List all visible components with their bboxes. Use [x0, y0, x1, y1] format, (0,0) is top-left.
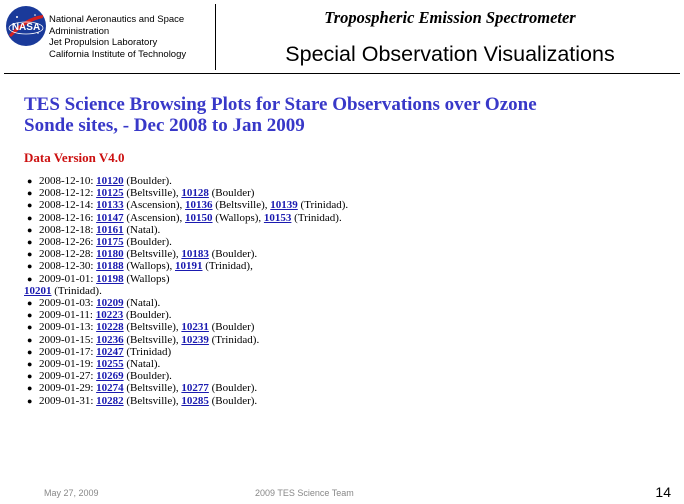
observation-date: 2009-01-15: [39, 333, 94, 346]
list-item [24, 187, 634, 199]
site-name: (Natal) [126, 297, 158, 310]
observation-list [24, 175, 634, 407]
bullet-icon: ● [27, 200, 33, 211]
org-line: Administration [49, 25, 110, 37]
bullet-icon: ● [27, 237, 33, 248]
bullet-icon: ● [27, 371, 33, 382]
observation-date: 2009-01-03: [39, 297, 94, 310]
run-link[interactable]: 10223 [95, 309, 124, 322]
list-item [24, 358, 634, 370]
heading-line: TES Science Browsing Plots for Stare Observations over Ozone [24, 94, 537, 115]
list-item [24, 346, 634, 358]
header-divider-horizontal [4, 73, 680, 74]
bullet-icon: ● [27, 176, 33, 186]
bullet-icon: ● [27, 346, 33, 357]
site-name: (Boulder) [211, 321, 255, 334]
site-name: (Beltsville) [126, 248, 176, 261]
run-link[interactable]: 10269 [96, 370, 124, 383]
org-line: California Institute of Technology [49, 48, 187, 60]
run-link[interactable]: 10125 [96, 187, 124, 200]
run-link[interactable]: 10247 [96, 345, 124, 358]
observation-date: 2008-12-12: [39, 187, 94, 200]
run-link[interactable]: 10175 [96, 236, 124, 249]
observation-date: 2009-01-29: [39, 382, 94, 395]
footer-copyright: 2009 TES Science Team [255, 488, 354, 498]
list-item [24, 321, 634, 333]
run-link[interactable]: 10282 [96, 394, 124, 407]
observation-date: 2008-12-28: [39, 248, 94, 261]
separator: , [179, 199, 183, 212]
run-link[interactable]: 10139 [270, 199, 298, 212]
run-link[interactable]: 10153 [263, 211, 292, 224]
bullet-icon: ● [27, 322, 33, 333]
separator: , [175, 333, 179, 346]
site-name: (Boulder) [211, 187, 255, 200]
observation-date: 2008-12-10: [39, 175, 94, 187]
observation-date: 2009-01-31: [39, 394, 94, 407]
separator: . [256, 333, 260, 346]
header-subtitle: Special Observation Visualizations [285, 42, 615, 66]
observation-date: 2009-01-17: [39, 345, 94, 358]
site-name: (Trinidad) [54, 284, 100, 297]
separator: . [338, 211, 342, 224]
list-item [24, 236, 634, 248]
run-link[interactable]: 10150 [185, 211, 213, 224]
document-heading [24, 94, 634, 136]
site-name: (Wallops) [126, 260, 170, 273]
bullet-icon: ● [27, 224, 33, 235]
site-name: (Trinidad) [294, 211, 339, 224]
separator: , [175, 382, 179, 395]
list-item [24, 382, 634, 394]
separator: . [254, 382, 258, 395]
run-link[interactable]: 10180 [96, 248, 124, 261]
list-item [24, 260, 634, 272]
bullet-icon: ● [27, 310, 33, 321]
separator: . [169, 370, 172, 383]
separator: . [169, 175, 172, 187]
list-item [24, 273, 634, 285]
site-name: (Boulder) [211, 394, 255, 407]
list-item [24, 224, 634, 236]
separator: , [175, 248, 179, 261]
observation-date: 2008-12-14: [39, 199, 94, 212]
site-name: (Natal) [126, 223, 158, 236]
run-link[interactable]: 10198 [96, 272, 124, 285]
run-link[interactable]: 10183 [181, 248, 209, 261]
run-link[interactable]: 10201 [24, 284, 52, 297]
separator: , [250, 260, 253, 273]
run-link[interactable]: 10120 [96, 175, 124, 187]
list-item [24, 175, 634, 187]
list-item [24, 212, 634, 224]
site-name: (Beltsville) [215, 199, 265, 212]
separator: . [157, 223, 161, 236]
bullet-icon: ● [27, 395, 33, 406]
observation-date: 2009-01-13: [39, 321, 94, 334]
bullet-icon: ● [27, 249, 33, 260]
footer-date: May 27, 2009 [44, 488, 99, 498]
list-item [24, 309, 634, 321]
site-name: (Boulder) [126, 370, 170, 383]
list-item [24, 370, 634, 382]
run-link[interactable]: 10236 [96, 333, 124, 346]
run-link[interactable]: 10274 [96, 382, 124, 395]
site-name: (Boulder) [126, 175, 170, 187]
site-name: (Wallops) [126, 272, 170, 285]
page-number: 14 [655, 484, 671, 500]
run-link[interactable]: 10228 [96, 321, 124, 334]
list-item [24, 395, 634, 407]
site-name: (Beltsville) [126, 382, 176, 395]
run-link[interactable]: 10147 [96, 211, 124, 224]
run-link[interactable]: 10209 [96, 297, 124, 310]
site-name: (Ascension) [126, 199, 180, 212]
separator: . [254, 248, 258, 261]
run-link[interactable]: 10128 [181, 187, 209, 200]
heading-line: Sonde sites, - Dec 2008 to Jan 2009 [24, 115, 305, 136]
bullet-icon: ● [27, 334, 33, 345]
site-name: (Beltsville) [126, 394, 176, 407]
bullet-icon: ● [27, 273, 33, 284]
separator: . [254, 394, 258, 407]
run-link[interactable]: 10191 [175, 260, 203, 273]
site-name: (Beltsville) [126, 187, 176, 200]
run-link[interactable]: 10239 [181, 333, 209, 346]
separator: , [179, 211, 183, 224]
observation-date: 2008-12-16: [39, 211, 94, 224]
site-name: (Trinidad) [126, 345, 172, 358]
site-name: (Trinidad) [205, 260, 251, 273]
site-name: (Boulder) [125, 309, 169, 322]
run-link[interactable]: 10285 [181, 394, 209, 407]
separator: . [157, 297, 161, 310]
separator: , [175, 187, 179, 200]
list-item [24, 199, 634, 211]
list-item [24, 285, 634, 297]
site-name: (Beltsville) [126, 321, 176, 334]
bullet-icon: ● [27, 212, 33, 223]
bullet-icon: ● [27, 261, 33, 272]
header-title: Tropospheric Emission Spectrometer [324, 8, 576, 27]
site-name: (Ascension) [126, 211, 180, 224]
separator: , [258, 211, 262, 224]
list-item [24, 297, 634, 309]
site-name: (Beltsville) [126, 333, 176, 346]
header-divider-vertical [215, 4, 216, 70]
run-link[interactable]: 10188 [96, 260, 124, 273]
site-name: (Trinidad) [211, 333, 257, 346]
separator: . [345, 199, 349, 212]
data-version-label: Data Version V4.0 [24, 150, 125, 165]
separator: , [169, 260, 173, 273]
observation-date: 2008-12-26: [39, 236, 94, 249]
run-link[interactable]: 10277 [181, 382, 209, 395]
separator: , [175, 394, 179, 407]
separator: . [168, 309, 172, 322]
site-name: (Natal) [126, 358, 158, 371]
separator: . [169, 236, 172, 249]
observation-date: 2008-12-30: [39, 260, 94, 273]
observation-date: 2009-01-19: [39, 358, 94, 371]
list-item [24, 334, 634, 346]
org-line: National Aeronautics and Space [49, 14, 185, 25]
site-name: (Boulder) [211, 248, 255, 261]
run-link[interactable]: 10136 [185, 199, 213, 212]
site-name: (Boulder) [211, 382, 255, 395]
separator: . [99, 284, 102, 297]
separator: , [175, 321, 179, 334]
run-link[interactable]: 10231 [181, 321, 209, 334]
bullet-icon: ● [27, 298, 33, 309]
observation-date: 2009-01-01: [39, 272, 94, 285]
organization-block [49, 14, 186, 60]
document-body [24, 94, 634, 407]
logo-text: NASA [11, 22, 41, 33]
observation-date: 2008-12-18: [39, 223, 94, 236]
bullet-icon: ● [27, 383, 33, 394]
org-line: Jet Propulsion Laboratory [49, 37, 158, 48]
bullet-icon: ● [27, 359, 33, 370]
nasa-logo [5, 5, 47, 47]
run-link[interactable]: 10161 [96, 223, 124, 236]
list-item [24, 248, 634, 260]
bullet-icon: ● [27, 188, 33, 199]
observation-date: 2009-01-11: [39, 309, 93, 322]
observation-date: 2009-01-27: [39, 370, 94, 383]
site-name: (Trinidad) [300, 199, 346, 212]
site-name: (Boulder) [126, 236, 170, 249]
separator: . [157, 358, 161, 371]
run-link[interactable]: 10255 [96, 358, 124, 371]
separator: , [264, 199, 268, 212]
site-name: (Wallops) [215, 211, 259, 224]
run-link[interactable]: 10133 [96, 199, 124, 212]
